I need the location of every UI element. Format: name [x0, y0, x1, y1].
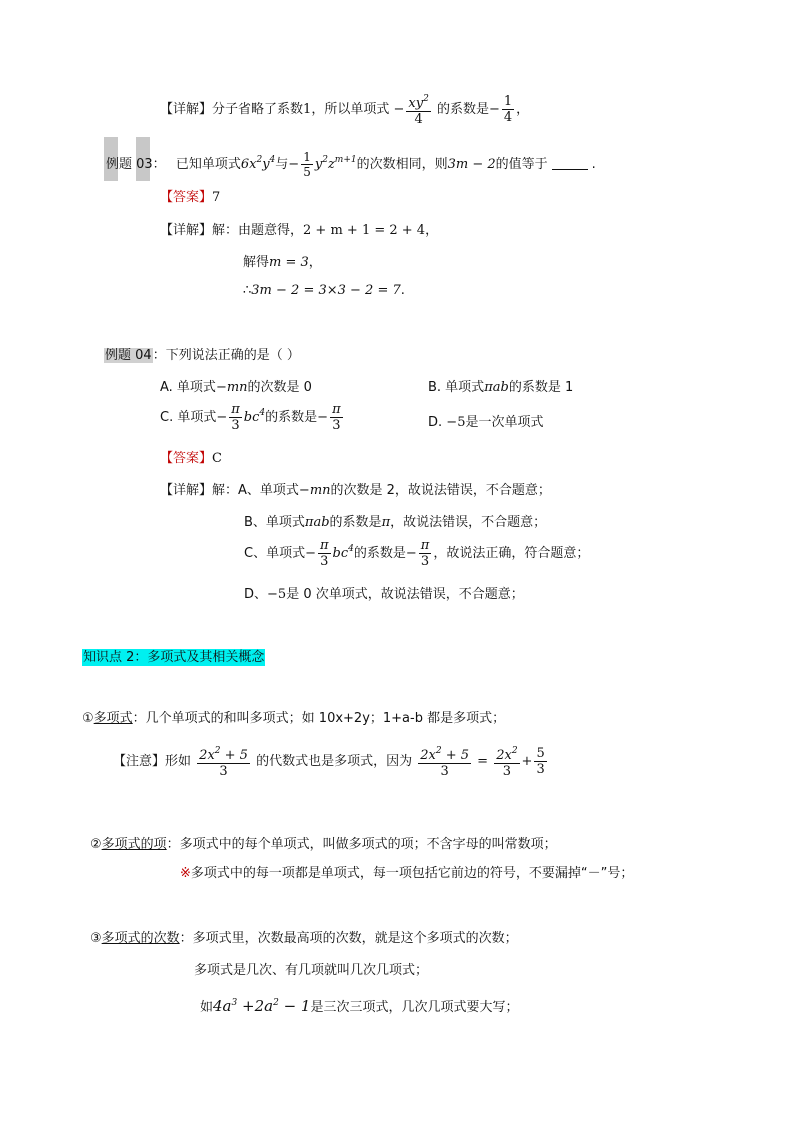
- ex04-question: 例题 04：下列说法正确的是（ ）: [105, 348, 300, 363]
- answer-tag: 【答案】: [160, 451, 213, 466]
- definition-polynomial: ①多项式：几个单项式的和叫多项式；如 10x+2y；1+a-b 都是多项式；: [82, 711, 506, 726]
- term-underlined: 多项式的项: [101, 837, 167, 852]
- option-c: C. 单项式− $\frac{\pi}{3}$ $bc^4$的系数是− $\frac{\pi}{3}$: [160, 402, 341, 433]
- polynomial-4a3-2a2-1: $4a^3 +2a^2 - 1$: [213, 997, 311, 1015]
- warning-mark: ※: [180, 866, 191, 881]
- note-line: 【注意】形如 $\frac{2x^2 + 5}{3}$ 的代数式也是多项式，因为 $\frac{2x^2 + 5}{3}$ = $\frac{2x^2}{3}$ + $\frac{5}{3}$: [113, 746, 545, 779]
- ex03-answer: 【答案】7: [160, 190, 221, 205]
- fraction-pi-over-3: $\frac{\pi}{3}$: [420, 538, 430, 569]
- ex04-detail-d: D、−5是 0 次单项式，故说法错误，不合题意；: [244, 587, 524, 602]
- fraction-1-over-5: $\frac{1}{5}$: [303, 150, 311, 179]
- warning-line: ※多项式中的每一项都是单项式，每一项包括它前边的符号，不要漏掉“－”号；: [180, 866, 634, 881]
- detail-tag: 【详解】: [160, 102, 213, 117]
- fraction-2x2plus5-over-3: $\frac{2x^2 + 5}{3}$: [420, 746, 470, 779]
- ex04-answer: 【答案】C: [160, 451, 222, 466]
- fraction-xy2-over-4: $\frac{xy^2}{4}$: [408, 94, 429, 127]
- detail-tag: 【详解】: [160, 483, 213, 498]
- degree-example-line: 如$4a^3 +2a^2 - 1$是三次三项式，几次几项式要大写；: [200, 997, 519, 1015]
- ex03-detail-line2: 解得m = 3，: [243, 255, 322, 270]
- degree-naming-line: 多项式是几次、有几项就叫几次几项式；: [194, 963, 429, 978]
- fraction-2x2-over-3: $\frac{2x^2}{3}$: [496, 746, 518, 779]
- ex04-detail-c: C、单项式− $\frac{\pi}{3}$ $bc^4$的系数是− $\frac{\pi}{3}$ ，故说法正确，符合题意；: [244, 538, 590, 569]
- fraction-2x2plus5-over-3: $\frac{2x^2 + 5}{3}$: [199, 746, 248, 779]
- answer-tag: 【答案】: [160, 190, 213, 205]
- option-a: A. 单项式−mn的次数是 0: [160, 380, 312, 395]
- detail-tag: 【详解】: [160, 223, 213, 238]
- note-tag: 【注意】: [113, 754, 166, 769]
- answer-blank: [552, 157, 588, 170]
- fraction-pi-over-3: $\frac{\pi}{3}$: [231, 402, 240, 433]
- ex03-detail-line3: ∴3m − 2 = 3×3 − 2 = 7.: [243, 283, 405, 298]
- ex04-detail-a: 【详解】解：A、单项式−mn的次数是 2，故说法错误，不合题意；: [160, 483, 551, 498]
- term-underlined: 多项式: [93, 711, 133, 726]
- example-label: 例题 04: [105, 348, 152, 363]
- ex04-detail-b: B、单项式πab的系数是π，故说法错误，不合题意；: [244, 515, 547, 530]
- ex03-question: 例题 03： 已知单项式$6x^2y^4$与− $\frac{1}{5}$ $y^2z^{m+1}$的次数相同，则3m − 2的值等于 .: [106, 150, 596, 179]
- definition-polynomial-degree: ③多项式的次数：多项式里，次数最高项的次数，就是这个多项式的次数；: [90, 931, 518, 946]
- fraction-pi-over-3: $\frac{\pi}{3}$: [332, 402, 341, 433]
- knowledge-point-heading: 知识点 2：多项式及其相关概念: [83, 650, 265, 665]
- monomial-6x2y4: $6x^2y^4$: [240, 155, 276, 172]
- ex03-detail-line1: 【详解】解：由题意得，2 + m + 1 = 2 + 4，: [160, 223, 439, 238]
- ex02-detail-line: 【详解】分子省略了系数1，所以单项式 − $\frac{xy^2}{4}$ 的系数是− $\frac{1}{4}$ ，: [160, 94, 530, 127]
- monomial-y2z-m1: $y^2z^{m+1}$: [314, 155, 357, 172]
- example-label: 例题 03：: [106, 157, 166, 172]
- option-d: D. −5是一次单项式: [428, 415, 544, 430]
- fraction-1-over-4: $\frac{1}{4}$: [503, 94, 513, 125]
- fraction-5-over-3: $\frac{5}{3}$: [536, 746, 545, 777]
- fraction-pi-over-3: $\frac{\pi}{3}$: [319, 538, 329, 569]
- term-underlined: 多项式的次数: [101, 931, 180, 946]
- option-b: B. 单项式πab的系数是 1: [428, 380, 574, 395]
- definition-polynomial-term: ②多项式的项：多项式中的每个单项式，叫做多项式的项；不含字母的叫常数项；: [90, 837, 557, 852]
